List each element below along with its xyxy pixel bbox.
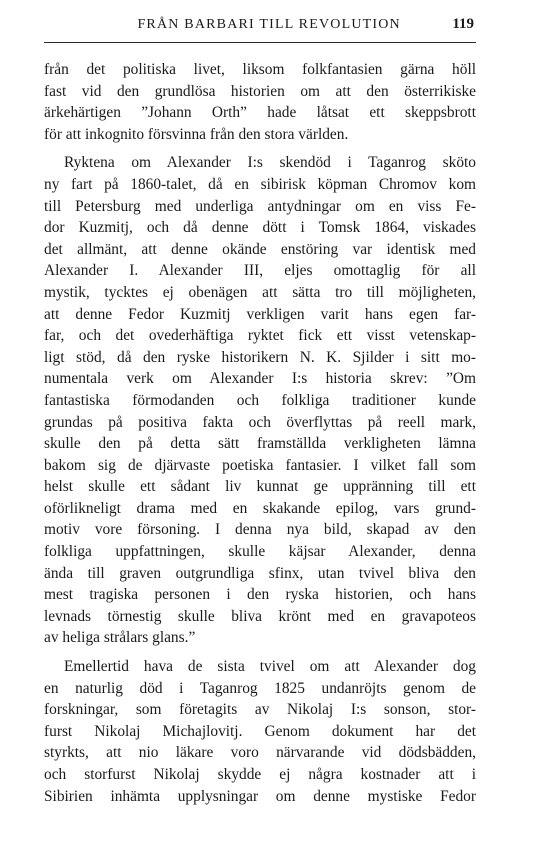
text-line: fantastiska förmodanden och folkliga traditioner kunde [44, 391, 476, 409]
text-line: det allmänt, att denne okände enstöring var identisk med [44, 240, 476, 258]
text-line: fast vid den grundlösa historien om att den österrikiske [44, 82, 476, 100]
text-line: till Petersburg med underliga antydningar om en viss Fe- [44, 197, 476, 215]
text-line: dor Kuzmitj, och då denne dött i Tomsk 1864, viskades [44, 219, 476, 237]
text-line: från det politiska livet, liksom folkfantasien gärna höll [44, 61, 476, 78]
body-text [44, 59, 476, 807]
text-line: bakom sig de djärvaste poetiska fantasier. I vilket fall som [44, 456, 476, 474]
book-page [44, 16, 476, 807]
text-line: far, och det ovederhäftiga ryktet fick ett visst vetenskap- [44, 327, 476, 345]
page-number: 119 [452, 16, 474, 32]
text-line: Emellertid hava de sista tvivel om att Alexander dog [64, 658, 476, 676]
text-line: ärkehärtigen ”Johann Orth” hade låtsat ett skeppsbrott [44, 104, 476, 122]
text-line: av heliga strålars glans.” [44, 629, 196, 647]
text-line: styrkts, att nio läkare voro närvarande vid dödsbädden, [44, 744, 476, 762]
text-line: en naturlig död i Taganrog 1825 undanröjts genom de [44, 679, 476, 697]
text-line: Alexander I. Alexander III, eljes omottaglig för all [44, 262, 476, 280]
text-line: skulle den på detta sätt framställda verkligheten lämna [44, 435, 476, 453]
text-line: ny fart på 1860-talet, då en sibirisk köpman Chromov kom [44, 175, 476, 193]
text-line: och storfurst Nikolaj skydde ej några kostnader att i [44, 766, 476, 783]
running-title: FRÅN BARBARI TILL REVOLUTION [137, 17, 401, 32]
paragraph-gap [44, 649, 476, 656]
text-line: folkliga uppfattningen, skulle käjsar Alexander, denna [44, 543, 476, 561]
paragraph [44, 59, 476, 145]
text-line: för att inkognito försvinna från den stora världen. [44, 125, 349, 143]
text-line: motiv vore försoning. I denna nya bild, skapad av den [44, 521, 476, 539]
text-line: mystik, tycktes ej obenägen att sätta tro till möjligheten, [44, 283, 476, 301]
text-line: forskningar, som företagits av Nikolaj I:s sonson, stor- [44, 701, 476, 719]
paragraph [44, 152, 476, 649]
text-line: mest tragiska personen i den ryska historien, och hans [44, 586, 476, 604]
text-line: furst Nikolaj Michajlovitj. Genom dokument har det [44, 722, 476, 740]
text-line: Sibirien inhämta upplysningar om denne mystiske Fedor [44, 787, 476, 805]
text-line: oförlikneligt drama med en skakande epilog, vars grund- [44, 499, 476, 517]
text-line: helst skulle ett sådant liv kunnat ge uppränning till ett [44, 478, 476, 496]
text-line: ligt stöd, då den ryske historikern N. K. Sjilder i sitt mo- [44, 348, 476, 366]
paragraph [44, 656, 476, 807]
text-line: att denne Fedor Kuzmitj verkligen varit hans egen far- [44, 305, 476, 323]
text-line: numentala verk om Alexander I:s historia skrev: ”Om [44, 370, 476, 388]
paragraph-gap [44, 145, 476, 152]
text-line: levnads törnestig skulle bliva krönt med en gravapoteos [44, 607, 476, 625]
running-header [44, 16, 476, 43]
text-line: grundas på positiva fakta och överflyttas på reell mark, [44, 413, 476, 431]
text-line: Ryktena om Alexander I:s skendöd i Taganrog sköto [64, 154, 476, 172]
text-line: ända till graven outgrundliga sfinx, utan tvivel bliva den [44, 564, 476, 582]
